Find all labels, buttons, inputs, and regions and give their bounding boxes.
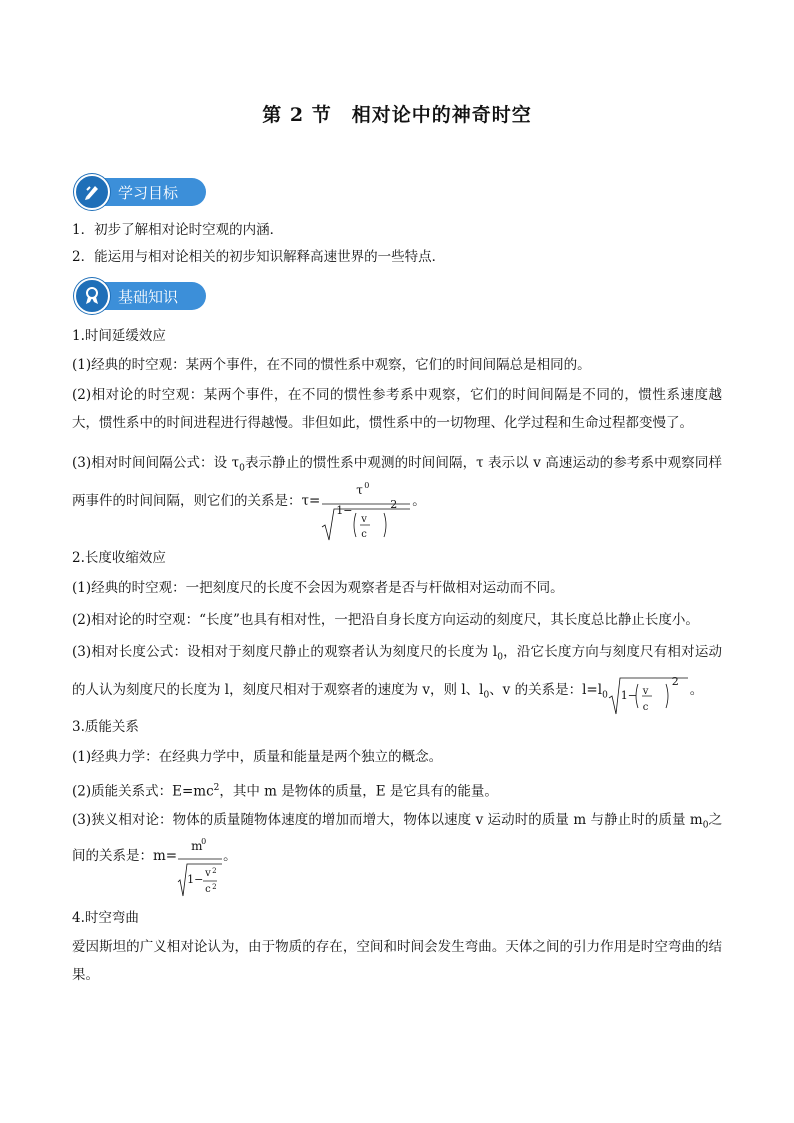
paragraph-time-formula: (3)相对时间间隔公式：设 $\tau_0$表示静止的惯性系中观测的时间间隔，τ 表示以 v 高速运动的参考系中观察同样两事件的时间间隔，则它们的关系是：τ= τ 0 1− v c 2 。 [72,449,722,543]
paragraph: (1)经典力学：在经典力学中，质量和能量是两个独立的概念。 [72,749,443,765]
mass-energy-fraction: m 0 1− v 2 c 2 [177,840,223,898]
paragraph: (2)相对论的时空观：某两个事件，在不同的惯性参考系中观察，它们的时间间隔是不同的，惯性系速度越大，惯性系中的时间进程进行得越慢。非但如此，惯性系中的一切物理、化学过程和生命过程都变慢了。 [72,387,722,431]
goal-item: 1．初步了解相对论时空观的内涵． [72,222,284,238]
ribbon-icon [74,278,110,314]
section-heading: 3.质能关系 [72,719,139,735]
section-heading: 2.长度收缩效应 [72,550,166,566]
paragraph: (2)质能关系式：$E=mc^2$，其中 m 是物体的质量，E 是它具有的能量。 [72,783,498,800]
section-heading: 1.时间延缓效应 [72,328,166,344]
goal-item: 2．能运用与相对论相关的初步知识解释高速世界的一些特点． [72,249,446,265]
section-badge-goals [74,176,206,208]
paragraph: (1)经典的时空观：某两个事件，在不同的惯性系中观察，它们的时间间隔总是相同的。 [72,357,591,373]
paragraph: (2)相对论的时空观：“长度”也具有相对性，一把沿自身长度方向运动的刻度尺，其长度总比静止长度小。 [72,612,699,628]
paragraph: 爱因斯坦的广义相对论认为，由于物质的存在，空间和时间会发生弯曲。天体之间的引力作用是时空弯曲的结果。 [72,939,722,983]
page-title: 第 2 节 相对论中的神奇时空 [262,104,532,126]
badge-label: 基础知识 [100,282,206,310]
time-dilation-fraction: τ 0 1− v c 2 [320,483,412,543]
paragraph-mass-formula: (3)狭义相对论：物体的质量随物体速度的增加而增大，物体以速度 v 运动时的质量 m 与静止时的质量 $m_0$之间的关系是：m= m 0 1− v 2 c 2 。 [72,806,722,898]
section-badge-basics [74,280,206,312]
badge-label: 学习目标 [100,178,206,206]
paragraph-length-formula: (3)相对长度公式：设相对于刻度尺静止的观察者认为刻度尺的长度为 $l_0$，沿它长度方向与刻度尺有相对运动的人认为刻度尺的长度为 l，刻度尺相对于观察者的速度为 v，则 l、$l_0$、v 的关系是：$l=l_0$ 1− v c 2 。 [72,638,722,716]
section-heading: 4.时空弯曲 [72,910,139,926]
paragraph: (1)经典的时空观：一把刻度尺的长度不会因为观察者是否与杆做相对运动而不同。 [72,580,564,596]
length-contraction-sqrt: 1− v c 2 [608,672,690,716]
pencil-icon [74,174,110,210]
